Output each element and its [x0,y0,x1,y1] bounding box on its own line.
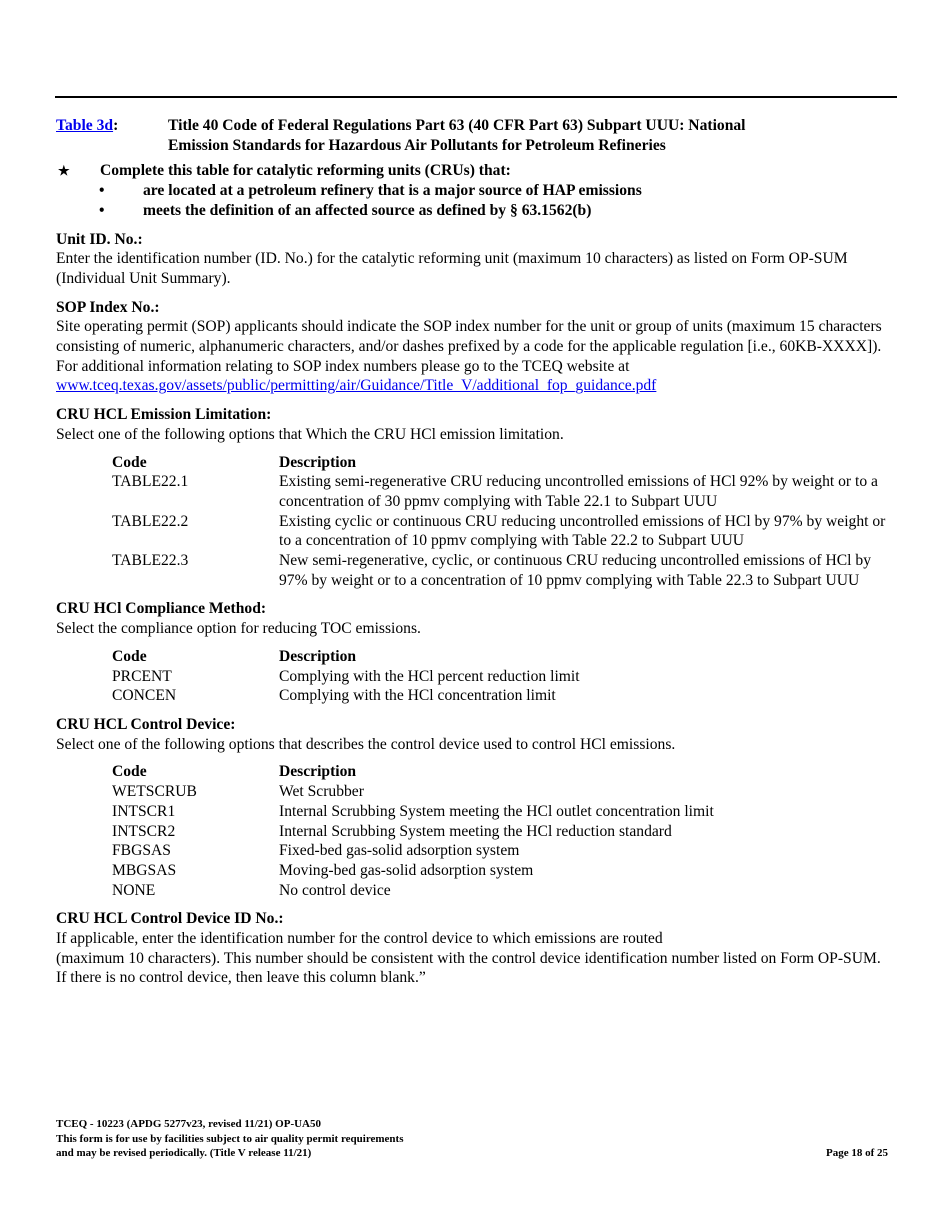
table-header-row [112,453,891,473]
list-item [56,201,892,221]
table-row [112,512,891,551]
compliance-method-table [112,647,891,706]
footer-usage-note: This form is for use by facilities subject to air quality permit requirements [56,1132,404,1145]
guidance-link[interactable]: www.tceq.texas.gov/assets/public/permitting/air/Guidance/Title_V/additional_fop_guidance.pdf [56,377,657,395]
table-row [112,861,891,881]
code-cell: FBGSAS [112,842,171,860]
footer-release-note: and may be revised periodically. (Title V release 11/21) [56,1147,312,1159]
intro-lead-text: Complete this table for catalytic reforming units (CRUs) that: [100,162,511,180]
description-cell: Fixed-bed gas-solid adsorption system [279,842,520,860]
code-cell: TABLE22.1 [112,473,189,491]
table-row [112,472,891,511]
code-cell: TABLE22.3 [112,552,189,570]
code-column-header: Code [112,647,147,665]
code-cell: MBGSAS [112,861,177,879]
description-cell: Existing cyclic or continuous CRU reducing uncontrolled emissions of HCl by 97% by weight or to a concentration of 10 ppmv complying with Table 22.2 to Subpart UUU [279,512,886,550]
description-cell: Internal Scrubbing System meeting the HCl outlet concentration limit [279,802,714,820]
emission-limitation-heading: CRU HCL Emission Limitation: [56,406,272,424]
unit-id-text: Enter the identification number (ID. No.) for the catalytic reforming unit (maximum 10 characters) as listed on Form OP-SUM (Individual Unit Summary). [56,250,848,287]
code-column-header: Code [112,763,147,781]
bullet-text: are located at a petroleum refinery that is a major source of HAP emissions [143,182,642,200]
code-cell: INTSCR2 [112,822,176,840]
sop-index-heading: SOP Index No.: [56,298,160,316]
page-footer [56,1117,888,1161]
control-device-heading: CRU HCL Control Device: [56,715,236,733]
table-row [112,551,891,590]
compliance-method-text: Select the compliance option for reducing TOC emissions. [56,620,421,638]
code-cell: TABLE22.2 [112,512,189,530]
code-column-header: Code [112,453,147,471]
table-header-row [112,647,891,667]
bullet-icon: • [99,201,105,219]
bullet-icon: • [99,182,105,200]
control-device-id-heading: CRU HCL Control Device ID No.: [56,910,284,928]
unit-id-heading: Unit ID. No.: [56,230,143,248]
code-cell: PRCENT [112,667,172,685]
description-cell: Wet Scrubber [279,783,364,801]
bullet-text: meets the definition of an affected source as defined by § 63.1562(b) [143,201,592,219]
control-device-id-line-2: (maximum 10 characters). This number should be consistent with the control device identification number listed on Form OP-SUM. If there is no control device, then leave this column blank.” [56,949,881,987]
sop-index-text [56,317,892,396]
compliance-method-heading: CRU HCl Compliance Method: [56,600,267,618]
description-cell: Moving-bed gas-solid adsorption system [279,861,534,879]
sop-index-body: Site operating permit (SOP) applicants should indicate the SOP index number for the unit or group of units (maximum 15 characters consisting of numeric, alphanumeric characters, and/or dashes prefixed by a code for the applicable regulation [i.e., 60KB-XXXX]). For additional information relating to SOP index numbers please go to the TCEQ website at [56,318,882,375]
control-device-id-line-1: If applicable, enter the identification number for the control device to which emissions are routed [56,930,663,948]
page-number: Page 18 of 25 [825,1147,888,1159]
code-cell: WETSCRUB [112,783,197,801]
table-row [112,822,891,842]
footer-form-id: TCEQ - 10223 (APDG 5277v23, revised 11/21) OP-UA50 [56,1118,322,1130]
description-cell: Complying with the HCl concentration limit [279,687,556,705]
description-column-header: Description [279,453,357,471]
description-column-header: Description [279,763,357,781]
code-cell: CONCEN [112,687,177,705]
table-row [112,881,891,901]
table-row [112,667,891,687]
star-icon: ★ [58,163,70,179]
top-rule [55,96,897,98]
code-cell: INTSCR1 [112,802,176,820]
table-heading [56,116,892,155]
table-row [112,802,891,822]
table-row [112,782,891,802]
table-title-line-1: Title 40 Code of Federal Regulations Part 63 (40 CFR Part 63) Subpart UUU: National [168,117,746,134]
description-cell: Internal Scrubbing System meeting the HCl reduction standard [279,822,672,840]
intro-lead [56,161,892,181]
emission-limitation-table [112,453,891,591]
description-column-header: Description [279,647,357,665]
description-cell: No control device [279,881,391,899]
description-cell: Existing semi-regenerative CRU reducing uncontrolled emissions of HCl 92% by weight or to a concentration of 30 ppmv complying with Table 22.1 to Subpart UUU [279,473,878,510]
emission-limitation-text: Select one of the following options that Which the CRU HCl emission limitation. [56,425,564,443]
table-row [112,841,891,861]
code-cell: NONE [112,881,156,899]
table-row [112,686,891,706]
list-item [56,181,892,201]
table-3d-link[interactable]: Table 3d [56,117,114,134]
control-device-table [112,762,891,900]
table-title [168,116,892,155]
document-body [56,116,892,988]
control-device-text: Select one of the following options that describes the control device used to control HCl emissions. [56,735,676,753]
intro-bullet-list [56,181,892,220]
table-header-row [112,762,891,782]
table-ref-colon: : [113,117,119,134]
description-cell: New semi-regenerative, cyclic, or continuous CRU reducing uncontrolled emissions of HCl by 97% by weight or to a concentration of 10 ppmv complying with Table 22.3 to Subpart UUU [279,552,871,589]
description-cell: Complying with the HCl percent reduction limit [279,667,580,685]
table-title-line-2: Emission Standards for Hazardous Air Pollutants for Petroleum Refineries [168,136,666,154]
